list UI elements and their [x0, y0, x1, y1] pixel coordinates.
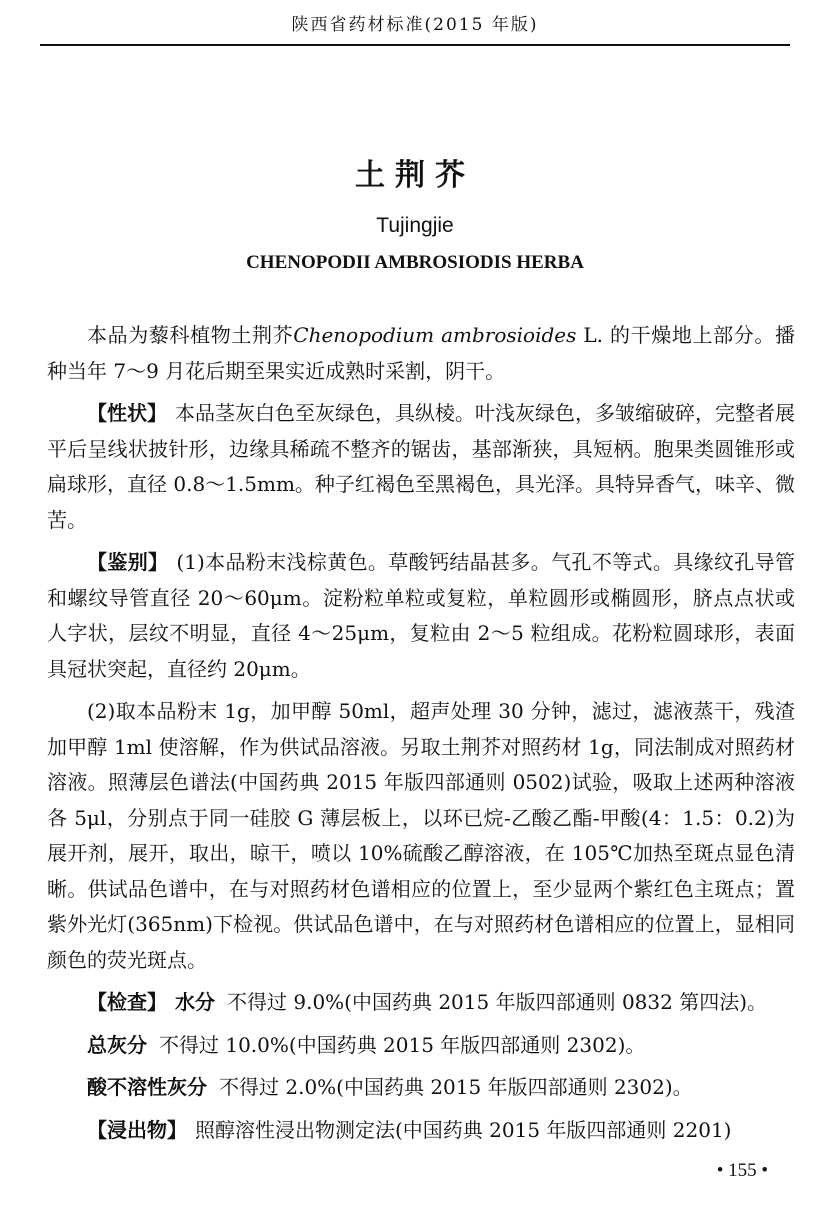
- total-ash-line: [47, 1028, 795, 1064]
- character-label: 【性状】: [87, 401, 167, 425]
- water-text: 不得过 9.0%(中国药典 2015 年版四部通则 0832 第四法)。: [227, 990, 767, 1014]
- inspection-label: 【检查】: [87, 990, 167, 1014]
- intro-before: 本品为藜科植物土荆芥: [87, 323, 294, 347]
- character-text: 本品茎灰白色至灰绿色，具纵棱。叶浅灰绿色，多皱缩破碎，完整者展平后呈线状披针形，边缘具稀疏不整齐的锯齿，基部渐狭，具短柄。胞果类圆锥形或扁球形，直径 0.8～1.5mm。种子红褐色至黑褐色，具光泽。具特异香气，味辛、微苦。: [47, 401, 795, 532]
- identification-text-2: (2)取本品粉末 1g，加甲醇 50ml，超声处理 30 分钟，滤过，滤液蒸干，残渣加甲醇 1ml 使溶解，作为供试品溶液。另取土荆芥对照药材 1g，同法制成对照药材溶液。照薄层色谱法(中国药典 2015 年版四部通则 0502)试验，吸取上述两种溶液各 5μl，分别点于同一硅胶 G 薄层板上，以环已烷-乙酸乙酯-甲酸(4：1.5：0.2)为展开剂，展开，取出，晾干，喷以 10%硫酸乙醇溶液，在 105℃加热至斑点显色清晰。供试品色谱中，在与对照药材色谱相应的位置上，至少显两个紫红色主斑点；置紫外光灯(365nm)下检视。供试品色谱中，在与对照药材色谱相应的位置上，显相同颜色的荧光斑点。: [47, 699, 795, 972]
- acid-insoluble-ash-label: 酸不溶性灰分: [87, 1075, 207, 1099]
- extract-section: [47, 1113, 795, 1149]
- character-section: [47, 396, 795, 538]
- identification-label: 【鉴别】: [87, 550, 169, 574]
- acid-insoluble-ash-text: 不得过 2.0%(中国药典 2015 年版四部通则 2302)。: [219, 1075, 693, 1099]
- extract-label: 【浸出物】: [87, 1117, 187, 1142]
- identification-section: [47, 545, 795, 687]
- monograph-title: 土荆芥: [355, 158, 475, 193]
- intro-after: L. 的干燥地上部分。播种当年 7～9 月花后期至果实近成熟时采割，阴干。: [47, 323, 795, 383]
- extract-text: 照醇溶性浸出物测定法(中国药典 2015 年版四部通则 2201): [195, 1117, 732, 1142]
- water-label: 水分: [175, 990, 215, 1014]
- pinyin-name: Tujingjie: [376, 214, 454, 237]
- running-header: 陕西省药材标准(2015 年版): [291, 15, 539, 35]
- total-ash-label: 总灰分: [87, 1032, 147, 1057]
- identification-tlc-paragraph: [47, 694, 795, 978]
- acid-insoluble-ash-line: [47, 1070, 795, 1106]
- inspection-section: [47, 985, 795, 1021]
- monograph-body: [47, 318, 795, 1155]
- identification-text-1: (1)本品粉末浅棕黄色。草酸钙结晶甚多。气孔不等式。具缘纹孔导管和螺纹导管直径 20～60μm。淀粉粒单粒或复粒，单粒圆形或椭圆形，脐点点状或人字状，层纹不明显，直径 4～25μm，复粒由 2～5 粒组成。花粉粒圆球形，表面具冠状突起，直径约 20μm。: [47, 550, 795, 681]
- intro-paragraph: [47, 318, 795, 389]
- total-ash-text: 不得过 10.0%(中国药典 2015 年版四部通则 2302)。: [159, 1032, 646, 1057]
- header-rule: [40, 44, 790, 46]
- species-name: Chenopodium ambrosioides: [293, 323, 577, 347]
- page-number: • 155 •: [716, 1160, 768, 1181]
- latin-name: CHENOPODII AMBROSIODIS HERBA: [246, 252, 584, 273]
